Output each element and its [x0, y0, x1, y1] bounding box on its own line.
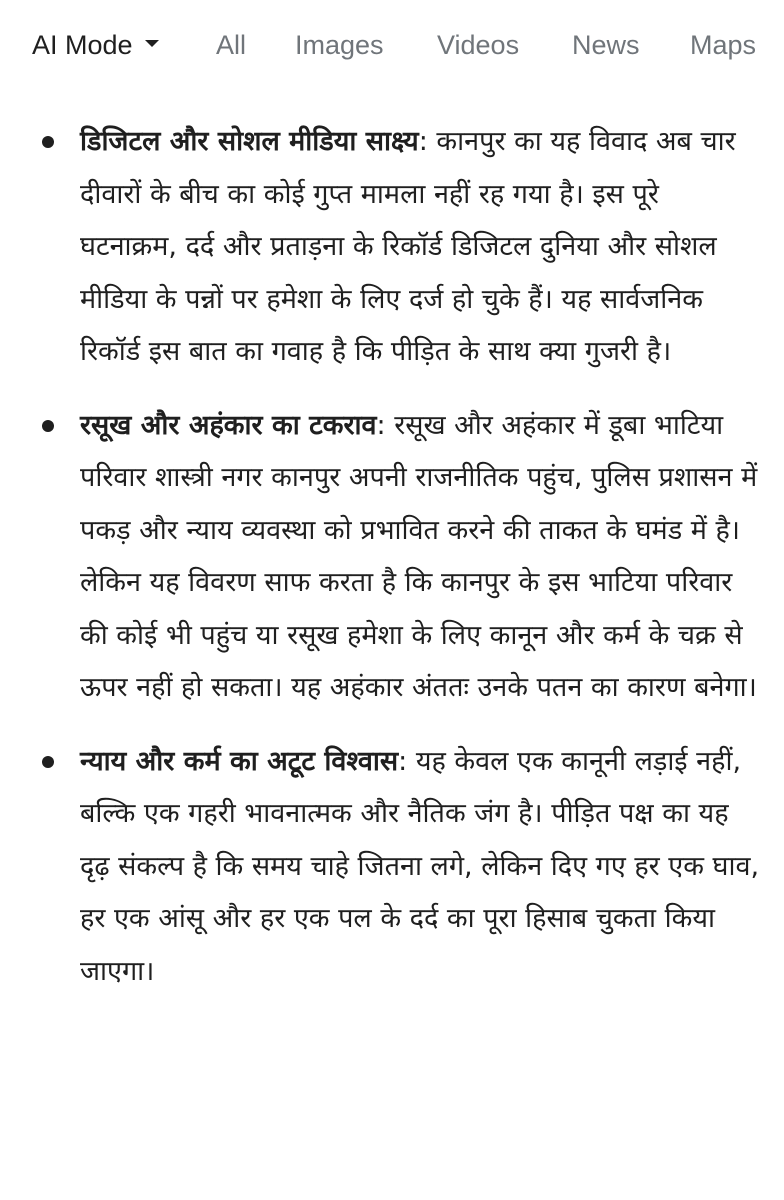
bullet-icon	[42, 136, 54, 148]
tab-all[interactable]: All	[216, 30, 247, 60]
bullet-title: डिजिटल और सोशल मीडिया साक्ष्य	[80, 126, 419, 157]
bullet-title: रसूख और अहंकार का टकराव	[80, 409, 377, 441]
bullet-separator: :	[376, 409, 395, 441]
bullet-icon	[42, 420, 54, 432]
chevron-down-icon[interactable]	[145, 40, 159, 47]
bullet-separator: :	[418, 126, 437, 157]
list-item	[40, 400, 760, 715]
list-item	[40, 116, 760, 379]
tab-images[interactable]: Images	[295, 30, 384, 60]
bullet-separator: :	[398, 745, 416, 777]
bullet-text: रसूख और अहंकार में डूबा भाटिया परिवार शास्त्री नगर कानपुर अपनी राजनीतिक पहुंच, पुलिस प्रशासन में पकड़ और न्याय व्यवस्था को प्रभावित करने की ताकत के घमंड में है। लेकिन यह विवरण साफ करता है कि कानपुर के इस भाटिया परिवार की कोई भी पहुंच या रसूख हमेशा के लिए कानून और कर्म के चक्र से ऊपर नहीं हो सकता। यह अहंकार अंततः उनके पतन का कारण बनेगा।	[80, 409, 758, 703]
bullet-title: न्याय और कर्म का अटूट विश्वास	[80, 745, 399, 777]
tab-news[interactable]: News	[572, 30, 640, 60]
tab-maps[interactable]: Maps	[690, 30, 757, 60]
list-item	[40, 736, 760, 999]
search-tabs	[0, 0, 784, 92]
tab-videos[interactable]: Videos	[437, 30, 520, 60]
bullet-text: कानपुर का यह विवाद अब चार दीवारों के बीच का कोई गुप्त मामला नहीं रह गया है। इस पूरे घटनाक्रम, दर्द और प्रताड़ना के रिकॉर्ड डिजिटल दुनिया और सोशल मीडिया के पन्नों पर हमेशा के लिए दर्ज हो चुके हैं। यह सार्वजनिक रिकॉर्ड इस बात का गवाह है कि पीड़ित के साथ क्या गुजरी है।	[80, 126, 736, 367]
ai-response	[40, 116, 760, 1019]
bullet-text: यह केवल एक कानूनी लड़ाई नहीं, बल्कि एक गहरी भावनात्मक और नैतिक जंग है। पीड़ित पक्ष का यह दृढ़ संकल्प है कि समय चाहे जितना लगे, लेकिन दिए गए हर एक घाव, हर एक आंसू और हर एक पल के दर्द का पूरा हिसाब चुकता किया जाएगा।	[80, 745, 760, 987]
bullet-list	[40, 116, 760, 998]
tab-ai-mode-label: AI Mode	[32, 30, 133, 60]
tab-ai-mode[interactable]	[32, 28, 159, 62]
bullet-icon	[42, 756, 54, 768]
